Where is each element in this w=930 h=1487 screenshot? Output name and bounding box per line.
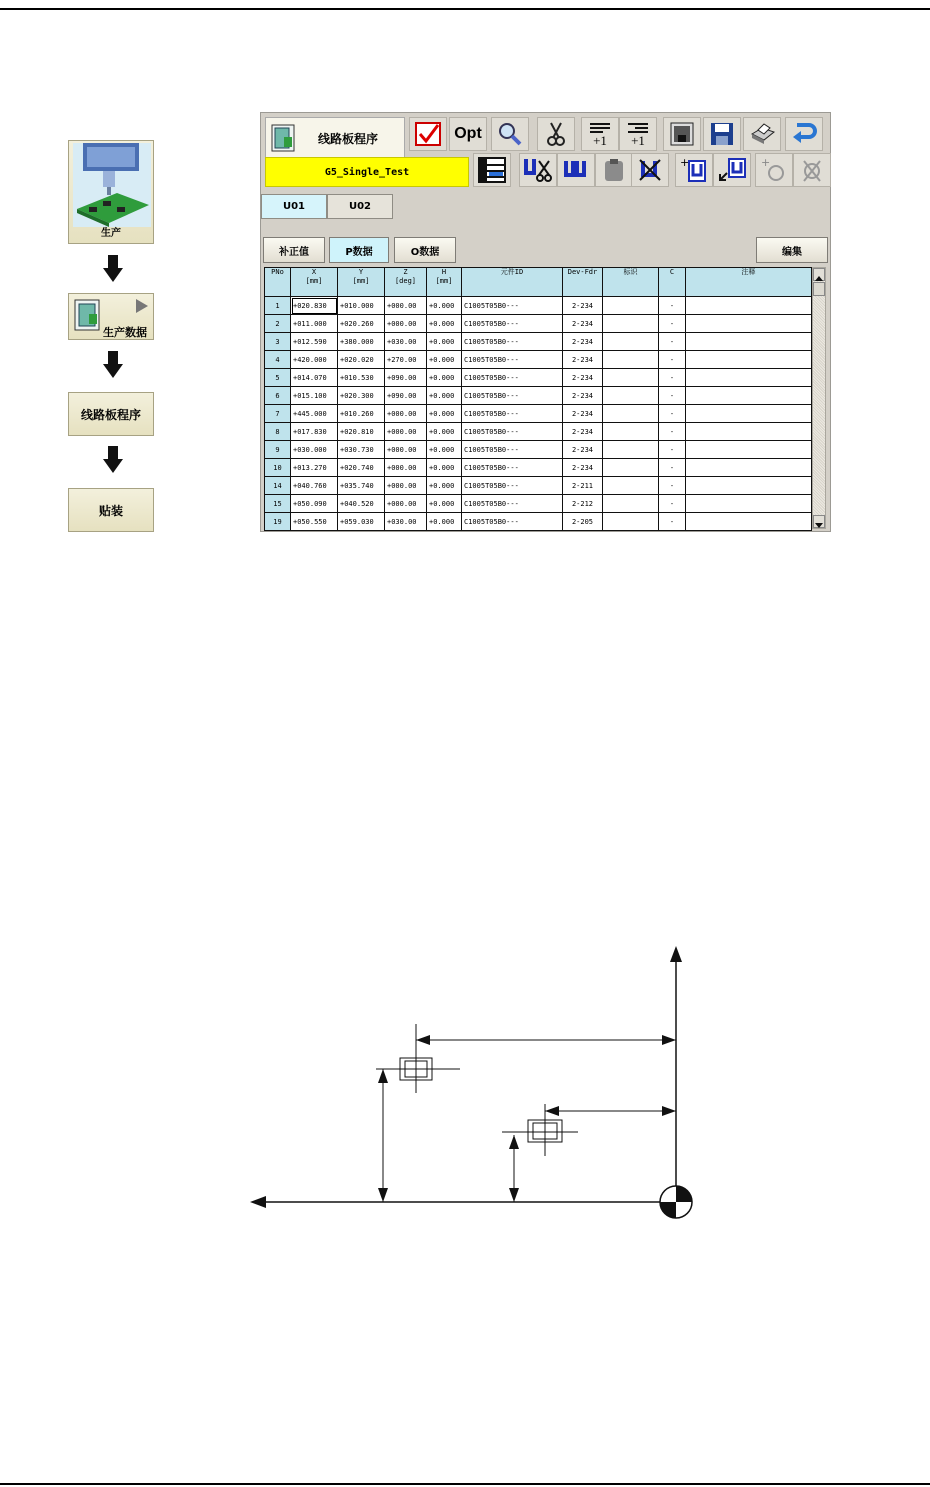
table-cell[interactable]: +0.000 [427, 315, 462, 333]
table-cell[interactable]: 9 [265, 441, 291, 459]
table-cell[interactable]: 2-234 [563, 369, 603, 387]
program-name: G5_Single_Test [324, 166, 410, 178]
table-cell[interactable]: +0.000 [427, 477, 462, 495]
table-row[interactable] [265, 495, 812, 513]
table-cell[interactable]: +020.300 [338, 387, 385, 405]
table-cell[interactable]: +000.00 [385, 441, 427, 459]
delete-point-button[interactable] [793, 153, 831, 187]
table-cell[interactable] [603, 513, 659, 531]
table-cell[interactable] [603, 441, 659, 459]
search-button[interactable] [491, 117, 529, 151]
table-cell[interactable]: +050.550 [291, 513, 338, 531]
tab-u01[interactable] [261, 194, 327, 219]
column-header: 注释 [686, 268, 812, 297]
table-cell[interactable]: +0.000 [427, 513, 462, 531]
table-cell[interactable]: 2-234 [563, 405, 603, 423]
table-cell[interactable]: +030.00 [385, 333, 427, 351]
clipboard-icon [602, 157, 626, 183]
table-cell[interactable]: - [659, 333, 686, 351]
edit-label: 编集 [782, 246, 802, 258]
table-cell[interactable]: 2-234 [563, 423, 603, 441]
table-cell[interactable]: +010.530 [338, 369, 385, 387]
vertical-scrollbar[interactable] [812, 267, 826, 529]
window-title: 线路板程序 [318, 131, 379, 146]
table-row[interactable] [265, 423, 812, 441]
dimension-arrowhead [416, 1035, 430, 1045]
table-cell[interactable] [686, 333, 812, 351]
unit-insert-icon [717, 157, 747, 183]
table-cell[interactable]: +040.760 [291, 477, 338, 495]
table-cell[interactable]: C1005T05B0--- [462, 423, 563, 441]
table-cell[interactable]: 2-234 [563, 387, 603, 405]
table-cell[interactable] [603, 333, 659, 351]
table-cell[interactable]: +090.00 [385, 387, 427, 405]
scroll-down-button[interactable] [813, 515, 825, 528]
table-cell[interactable] [603, 405, 659, 423]
open-book-button[interactable] [663, 117, 701, 151]
tab-u02-label: U02 [348, 201, 372, 212]
table-cell[interactable]: +380.000 [338, 333, 385, 351]
pcb-program-window [260, 112, 831, 532]
svg-text:+: + [761, 157, 771, 169]
table-cell[interactable]: +059.030 [338, 513, 385, 531]
insert-row-above-button[interactable] [581, 117, 619, 151]
table-cell[interactable]: C1005T05B0--- [462, 387, 563, 405]
p-data-label: P数据 [345, 246, 373, 258]
save-button[interactable] [703, 117, 741, 151]
mount-button[interactable] [68, 488, 154, 532]
table-cell[interactable] [686, 423, 812, 441]
scroll-up-button[interactable] [813, 268, 825, 281]
table-cell[interactable]: C1005T05B0--- [462, 459, 563, 477]
table-cell[interactable]: +050.090 [291, 495, 338, 513]
table-cell[interactable]: - [659, 477, 686, 495]
table-row[interactable] [265, 441, 812, 459]
add-unit-button[interactable] [675, 153, 713, 187]
x-axis-arrowhead [250, 1196, 266, 1208]
cut-button[interactable] [537, 117, 575, 151]
table-cell[interactable] [686, 405, 812, 423]
table-cell[interactable]: +0.000 [427, 369, 462, 387]
cut-unit-button[interactable] [519, 153, 557, 187]
table-cell[interactable]: +000.00 [385, 423, 427, 441]
unit-delete-icon [637, 157, 663, 183]
column-header: Dev-Fdr [563, 268, 603, 297]
production-label: 生产 [101, 228, 121, 239]
table-cell[interactable] [686, 441, 812, 459]
dimension-arrowhead [545, 1106, 559, 1116]
table-cell[interactable] [686, 387, 812, 405]
o-data-label: O数据 [410, 246, 440, 258]
table-cell[interactable]: 19 [265, 513, 291, 531]
table-cell[interactable]: 1 [265, 297, 291, 315]
table-cell[interactable]: 2-234 [563, 315, 603, 333]
table-cell[interactable] [686, 369, 812, 387]
table-cell[interactable]: +000.00 [385, 477, 427, 495]
table-cell[interactable]: +010.260 [338, 405, 385, 423]
table-cell[interactable]: C1005T05B0--- [462, 351, 563, 369]
table-cell[interactable]: +017.830 [291, 423, 338, 441]
table-cell[interactable]: 2-234 [563, 441, 603, 459]
mount-label: 贴装 [98, 503, 123, 518]
o-data-button[interactable] [394, 237, 456, 263]
table-cell[interactable]: +000.00 [385, 315, 427, 333]
table-cell[interactable] [603, 495, 659, 513]
column-header: 元件ID [462, 268, 563, 297]
table-grid-icon [478, 157, 506, 183]
opt-button[interactable] [449, 117, 487, 151]
table-cell[interactable]: +030.000 [291, 441, 338, 459]
table-cell[interactable] [686, 477, 812, 495]
edit-button[interactable] [756, 237, 828, 263]
plus-one-label: +1 [631, 132, 645, 148]
pcb-book-icon [270, 123, 298, 153]
table-cell[interactable]: 2-212 [563, 495, 603, 513]
table-cell[interactable] [603, 369, 659, 387]
table-cell[interactable]: - [659, 423, 686, 441]
table-cell[interactable]: +010.000 [338, 297, 385, 315]
play-triangle-icon [135, 298, 149, 314]
unit-add-icon [679, 157, 709, 183]
insert-unit-button[interactable] [713, 153, 751, 187]
printer-icon [748, 122, 776, 146]
table-cell[interactable]: +420.000 [291, 351, 338, 369]
table-cell[interactable]: 15 [265, 495, 291, 513]
table-cell[interactable]: - [659, 513, 686, 531]
bottom-rule [0, 1483, 930, 1485]
column-header: Y [mm] [338, 268, 385, 297]
table-cell[interactable]: +0.000 [427, 351, 462, 369]
table-row[interactable] [265, 459, 812, 477]
down-arrow-icon [103, 255, 123, 283]
down-arrow-icon [103, 446, 123, 474]
table-row[interactable] [265, 351, 812, 369]
production-machine-icon [73, 143, 151, 227]
lines-icon [589, 122, 611, 134]
table-cell[interactable]: - [659, 351, 686, 369]
component-1-icon [376, 1024, 460, 1093]
table-cell[interactable]: +090.00 [385, 369, 427, 387]
table-cell[interactable]: 2-234 [563, 351, 603, 369]
dimension-arrowhead [509, 1188, 519, 1202]
table-cell[interactable] [686, 351, 812, 369]
window-title-box [265, 117, 405, 159]
add-point-button[interactable] [755, 153, 793, 187]
table-cell[interactable] [603, 387, 659, 405]
table-cell[interactable] [686, 495, 812, 513]
table-cell[interactable]: 2-205 [563, 513, 603, 531]
p-data-button[interactable] [329, 237, 389, 263]
table-row[interactable] [265, 315, 812, 333]
table-cell[interactable]: - [659, 405, 686, 423]
table-cell[interactable]: +020.830 [291, 297, 338, 315]
table-header-row [265, 268, 812, 297]
grid-view-button[interactable] [473, 153, 511, 187]
caret-down-icon [814, 520, 824, 531]
table-cell[interactable]: +030.730 [338, 441, 385, 459]
top-rule [0, 8, 930, 10]
pcb-program-label: 线路板程序 [80, 407, 141, 422]
table-cell[interactable] [686, 513, 812, 531]
table-cell[interactable]: 8 [265, 423, 291, 441]
table-cell[interactable]: +0.000 [427, 441, 462, 459]
unit-copy-icon [563, 157, 589, 183]
table-cell[interactable] [686, 459, 812, 477]
table-cell[interactable]: - [659, 441, 686, 459]
back-button[interactable] [785, 117, 823, 151]
dimension-arrowhead [509, 1135, 519, 1149]
program-name-field[interactable] [265, 157, 469, 187]
production-data-button[interactable] [68, 293, 154, 340]
table-cell[interactable]: +0.000 [427, 495, 462, 513]
table-cell[interactable]: 3 [265, 333, 291, 351]
table-cell[interactable]: +015.100 [291, 387, 338, 405]
plus-one-label: +1 [593, 132, 607, 148]
table-cell[interactable] [603, 423, 659, 441]
table-cell[interactable]: +020.260 [338, 315, 385, 333]
table-cell[interactable]: 6 [265, 387, 291, 405]
table-cell[interactable]: +035.740 [338, 477, 385, 495]
table-cell[interactable]: +0.000 [427, 405, 462, 423]
table-cell[interactable]: C1005T05B0--- [462, 405, 563, 423]
floppy-disk-icon [709, 121, 735, 147]
svg-text:+: + [680, 157, 690, 169]
table-row[interactable] [265, 297, 812, 315]
table-cell[interactable]: +020.020 [338, 351, 385, 369]
offset-button[interactable] [263, 237, 325, 263]
production-data-label: 生产数据 [103, 326, 147, 339]
paste-button[interactable] [595, 153, 633, 187]
table-cell[interactable]: 2-234 [563, 297, 603, 315]
search-icon [497, 121, 523, 147]
table-cell[interactable]: - [659, 315, 686, 333]
table-cell[interactable] [686, 297, 812, 315]
check-button[interactable] [409, 117, 447, 151]
column-header: C [659, 268, 686, 297]
table-cell[interactable]: +020.810 [338, 423, 385, 441]
table-cell[interactable]: +0.000 [427, 423, 462, 441]
pcb-program-button[interactable] [68, 392, 154, 436]
book-icon [73, 298, 103, 332]
table-cell[interactable]: - [659, 459, 686, 477]
copy-unit-button[interactable] [557, 153, 595, 187]
book-icon [669, 121, 695, 147]
table-row[interactable] [265, 333, 812, 351]
tab-u02[interactable] [327, 194, 393, 219]
table-cell[interactable]: 5 [265, 369, 291, 387]
y-axis-arrowhead [670, 946, 682, 962]
check-icon [414, 121, 442, 147]
table-cell[interactable]: C1005T05B0--- [462, 495, 563, 513]
delete-unit-button[interactable] [631, 153, 669, 187]
dimension-arrowhead [662, 1106, 676, 1116]
column-header: 标识 [603, 268, 659, 297]
table-cell[interactable] [603, 477, 659, 495]
down-arrow-icon [103, 351, 123, 379]
point-delete-icon [799, 157, 825, 183]
table-cell[interactable]: 4 [265, 351, 291, 369]
table-cell[interactable]: C1005T05B0--- [462, 333, 563, 351]
lines-icon [627, 122, 649, 134]
table-cell[interactable] [603, 351, 659, 369]
table-cell[interactable] [686, 315, 812, 333]
unit-scissors-icon [523, 157, 553, 183]
print-button[interactable] [743, 117, 781, 151]
opt-label: Opt [454, 125, 482, 142]
table-cell[interactable]: 7 [265, 405, 291, 423]
table-cell[interactable]: +011.000 [291, 315, 338, 333]
table-cell[interactable]: C1005T05B0--- [462, 297, 563, 315]
table-cell[interactable]: +020.740 [338, 459, 385, 477]
table-cell[interactable]: +012.590 [291, 333, 338, 351]
table-cell[interactable]: +013.270 [291, 459, 338, 477]
table-cell[interactable]: 10 [265, 459, 291, 477]
table-cell[interactable]: +014.070 [291, 369, 338, 387]
column-header: H [mm] [427, 268, 462, 297]
table-cell[interactable] [603, 297, 659, 315]
table-row[interactable] [265, 405, 812, 423]
table-cell[interactable]: - [659, 387, 686, 405]
table-cell[interactable]: - [659, 495, 686, 513]
table-cell[interactable]: 2-234 [563, 333, 603, 351]
dimension-arrowhead [662, 1035, 676, 1045]
table-body [265, 297, 812, 531]
column-header: Z [deg] [385, 268, 427, 297]
production-button[interactable] [68, 140, 154, 244]
table-cell[interactable]: C1005T05B0--- [462, 441, 563, 459]
scroll-thumb[interactable] [813, 282, 825, 296]
table-cell[interactable]: +040.520 [338, 495, 385, 513]
table-row[interactable] [265, 477, 812, 495]
table-cell[interactable]: +270.00 [385, 351, 427, 369]
table-cell[interactable]: +0.000 [427, 387, 462, 405]
offset-label: 补正值 [279, 246, 309, 258]
table-cell[interactable]: +000.00 [385, 495, 427, 513]
table-cell[interactable]: 2-234 [563, 459, 603, 477]
table-cell[interactable]: 14 [265, 477, 291, 495]
table-cell[interactable]: +0.000 [427, 297, 462, 315]
table-cell[interactable]: 2 [265, 315, 291, 333]
dimension-arrowhead [378, 1069, 388, 1083]
table-cell[interactable]: - [659, 297, 686, 315]
tab-u01-label: U01 [282, 201, 306, 212]
table-row[interactable] [265, 369, 812, 387]
table-row[interactable] [265, 387, 812, 405]
table-cell[interactable]: +000.00 [385, 459, 427, 477]
table-cell[interactable] [603, 459, 659, 477]
table-cell[interactable]: - [659, 369, 686, 387]
table-cell[interactable]: +000.00 [385, 297, 427, 315]
table-cell[interactable]: +000.00 [385, 405, 427, 423]
coordinate-diagram [0, 930, 930, 1280]
table-row[interactable] [265, 513, 812, 531]
scissors-icon [546, 121, 566, 147]
column-header: PNo [265, 268, 291, 297]
table-cell[interactable]: +0.000 [427, 459, 462, 477]
insert-row-below-button[interactable] [619, 117, 657, 151]
table-cell[interactable]: C1005T05B0--- [462, 513, 563, 531]
table-cell[interactable]: +030.00 [385, 513, 427, 531]
origin-marker-icon [660, 1186, 692, 1218]
point-add-icon [760, 157, 788, 183]
return-arrow-icon [791, 121, 817, 147]
table-cell[interactable]: C1005T05B0--- [462, 477, 563, 495]
column-header: X [mm] [291, 268, 338, 297]
placement-data-table [264, 267, 812, 531]
table-cell[interactable]: +0.000 [427, 333, 462, 351]
dimension-arrowhead [378, 1188, 388, 1202]
table-cell[interactable]: C1005T05B0--- [462, 369, 563, 387]
table-cell[interactable] [603, 315, 659, 333]
table-cell[interactable]: +445.000 [291, 405, 338, 423]
table-cell[interactable]: 2-211 [563, 477, 603, 495]
table-cell[interactable]: C1005T05B0--- [462, 315, 563, 333]
